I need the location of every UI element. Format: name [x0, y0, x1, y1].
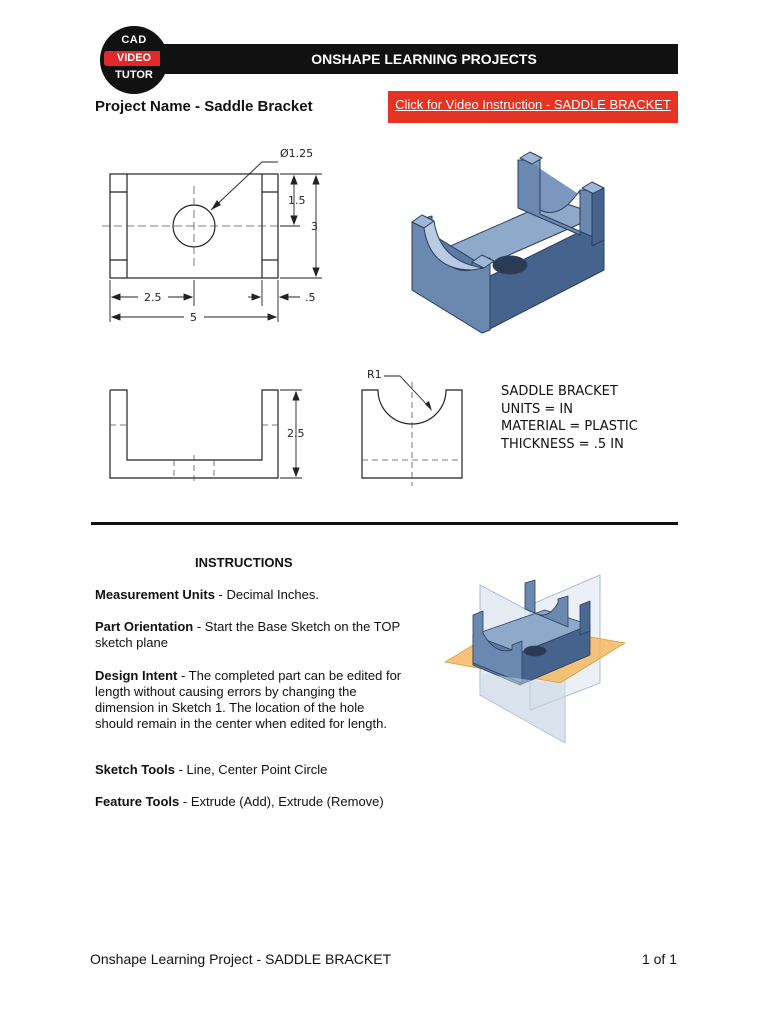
- spec-line-thickness: THICKNESS = .5 IN: [501, 437, 624, 452]
- video-instruction-link[interactable]: Click for Video Instruction - SADDLE BRACKET: [388, 91, 678, 123]
- instruction-feature-tools: [95, 794, 405, 810]
- dim-width: 3: [311, 220, 318, 233]
- logo-line3: TUTOR: [115, 69, 153, 81]
- header-title: ONSHAPE LEARNING PROJECTS: [160, 44, 678, 74]
- logo-line2: VIDEO: [104, 51, 164, 66]
- instruction-label: Measurement Units: [95, 587, 215, 602]
- instruction-label: Design Intent: [95, 668, 178, 683]
- dim-hole-offset: 1.5: [288, 194, 306, 207]
- footer-project-title: Onshape Learning Project - SADDLE BRACKET: [90, 951, 392, 967]
- instruction-text: - Line, Center Point Circle: [174, 762, 328, 777]
- isometric-part-render: [412, 152, 604, 333]
- dim-length: 5: [190, 311, 197, 324]
- logo-line1: CAD: [121, 34, 147, 46]
- project-name: Project Name - Saddle Bracket: [95, 98, 313, 115]
- instruction-measurement-units: [95, 587, 405, 603]
- spec-line-material: MATERIAL = PLASTIC: [501, 419, 638, 434]
- dim-half-length: 2.5: [144, 291, 162, 304]
- instruction-design-intent: [95, 668, 405, 732]
- instructions-title: INSTRUCTIONS: [195, 555, 293, 570]
- instruction-label: Feature Tools: [95, 794, 180, 809]
- dim-radius: R1: [367, 368, 382, 381]
- dim-height: 2.5: [287, 427, 305, 440]
- instruction-text: - Extrude (Add), Extrude (Remove): [179, 794, 384, 809]
- dim-thickness: .5: [305, 291, 316, 304]
- instruction-text: - Decimal Inches.: [214, 587, 319, 602]
- instruction-label: Part Orientation: [95, 619, 194, 634]
- instruction-text: - The completed part can be edited for length without causing errors by changing the dimension in Sketch 1. The location of the hole should remain in the center when edited for length.: [95, 668, 402, 731]
- spec-line-units: UNITS = IN: [501, 402, 573, 417]
- onshape-planes-render: [440, 565, 630, 745]
- dim-hole-diameter: Ø1.25: [280, 147, 314, 160]
- instruction-label: Sketch Tools: [95, 762, 175, 777]
- footer-page-number: 1 of 1: [641, 951, 677, 967]
- instruction-sketch-tools: [95, 762, 405, 778]
- front-view-outline: [110, 390, 278, 478]
- spec-line-title: SADDLE BRACKET: [501, 384, 618, 399]
- section-divider: [91, 522, 678, 525]
- instruction-text: - Start the Base Sketch on the TOP sketch plane: [95, 619, 400, 650]
- instruction-part-orientation: [95, 619, 405, 651]
